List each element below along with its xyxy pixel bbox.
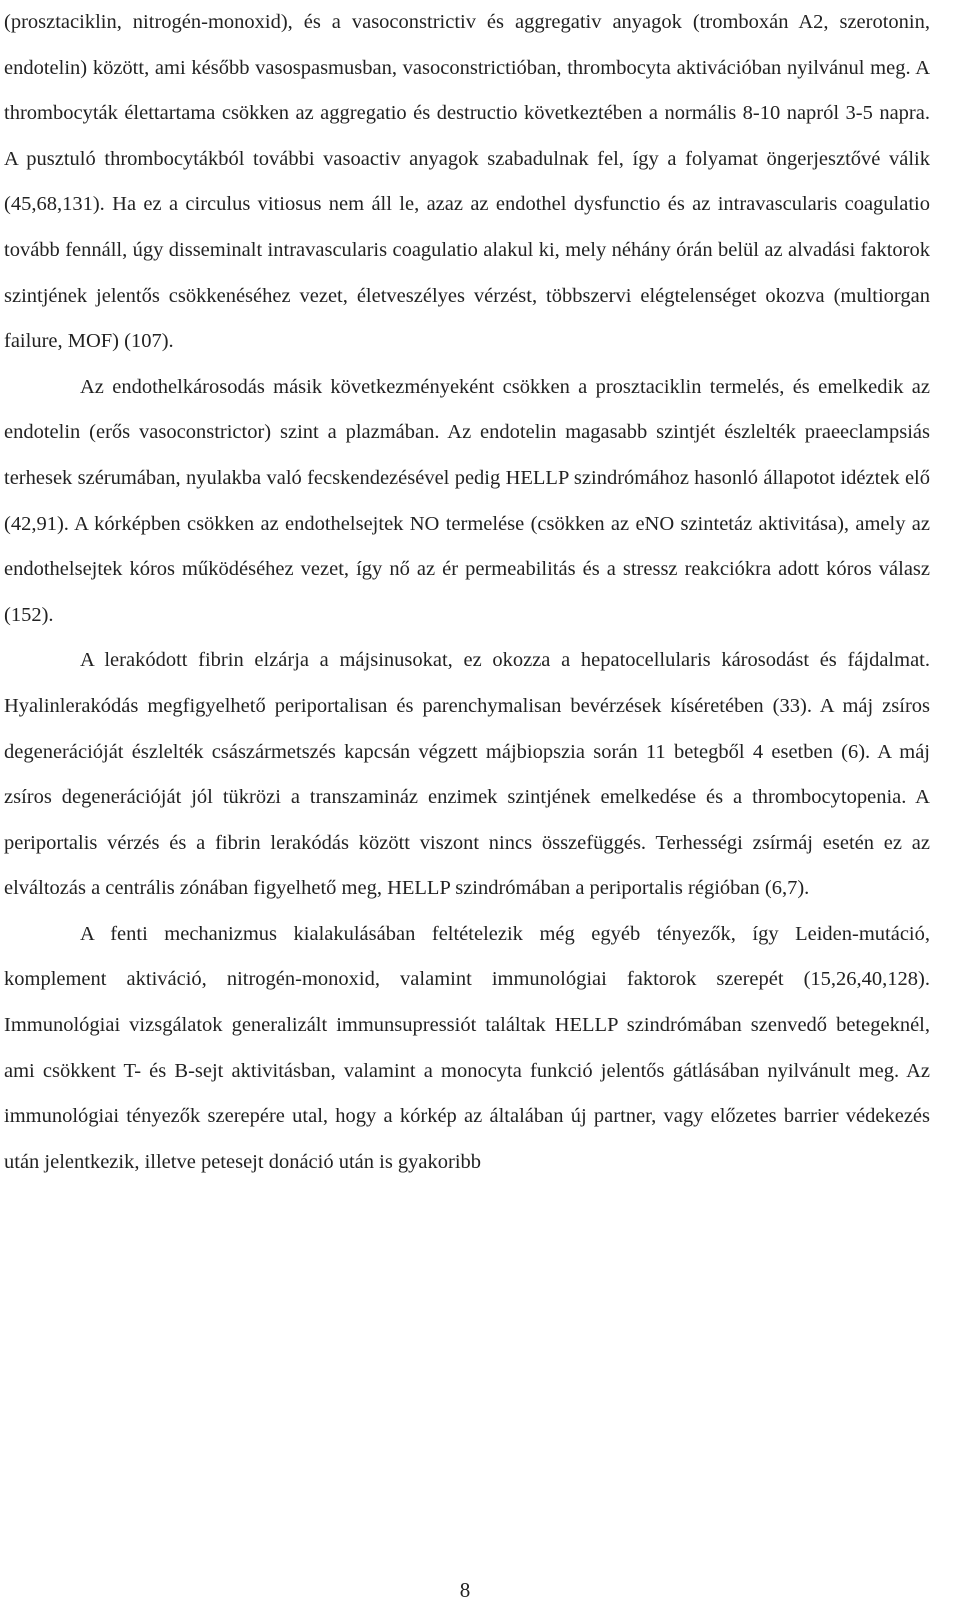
paragraph-4: A fenti mechanizmus kialakulásában feltételezik még egyéb tényezők, így Leiden-mutáció, komplement aktiváció, nitrogén-monoxid, valamint immunológiai faktorok szerepét (15,26,40,128). Immunológiai vizsgálatok generalizált immunsupressiót találtak HELLP szindrómában szenvedő betegeknél, ami csökkent T- és B-sejt aktivitásban, valamint a monocyta funkció jelentős gátlásában nyilvánult meg. Az immunológiai tényezők szerepére utal, hogy a kórkép az általában új partner, vagy előzetes barrier védekezés után jelentkezik, illetve petesejt donáció után is gyakoribb [4, 922, 930, 1173]
paragraph-1: (prosztaciklin, nitrogén-monoxid), és a vasoconstrictiv és aggregativ anyagok (tromboxán A2, szerotonin, endotelin) között, ami később vasospasmusban, vasoconstrictióban, thrombocyta aktivációban nyilvánul meg. A thrombocyták élettartama csökken az aggregatio és destructio következtében a normális 8-10 napról 3-5 napra. A pusztuló thrombocytákból további vasoactiv anyagok szabadulnak fel, így a folyamat öngerjesztővé válik (45,68,131). Ha ez a circulus vitiosus nem áll le, azaz az endothel dysfunctio és az intravascularis coagulatio tovább fennáll, úgy disseminalt intravascularis coagulatio alakul ki, mely néhány órán belül az alvadási faktorok szintjének jelentős csökkenéséhez vezet, életveszélyes vérzést, többszervi elégtelenséget okozva (multiorgan failure, MOF) (107). [4, 11, 930, 353]
page-number: 8 [459, 1578, 471, 1602]
paragraph-2: Az endothelkárosodás másik következményeként csökken a prosztaciklin termelés, és emelkedik az endotelin (erős vasoconstrictor) szint a plazmában. Az endotelin magasabb szintjét észlelték praeeclampsiás terhesek szérumában, nyulakba való fecskendezésével pedig HELLP szindrómához hasonló állapotot idéztek elő (42,91). A kórképben csökken az endothelsejtek NO termelése (csökken az eNO szintetáz aktivitása), amely az endothelsejtek kóros működéséhez vezet, így nő az ér permeabilitás és a stressz reakciókra adott kóros válasz (152). [4, 375, 930, 626]
document-page [4, 0, 930, 1185]
paragraph-3: A lerakódott fibrin elzárja a májsinusokat, ez okozza a hepatocellularis károsodást és fájdalmat. Hyalinlerakódás megfigyelhető periportalisan és parenchymalisan bevérzések kíséretében (33). A máj zsíros degenerációját észlelték császármetszés kapcsán végzett májbiopszia során 11 betegből 4 esetben (6). A máj zsíros degenerációját jól tükrözi a transzamináz enzimek szintjének emelkedése és a thrombocytopenia. A periportalis vérzés és a fibrin lerakódás között viszont nincs összefüggés. Terhességi zsírmáj esetén ez az elváltozás a centrális zónában figyelhető meg, HELLP szindrómában a periportalis régióban (6,7). [4, 649, 930, 900]
